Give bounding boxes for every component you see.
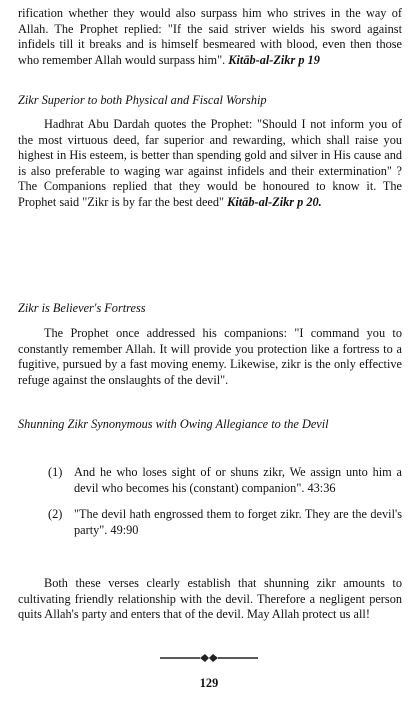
- heading-text: Zikr Superior to both Physical and Fiscal Worship: [18, 93, 267, 107]
- divider-ornament: [160, 653, 258, 663]
- section-heading-3: [18, 417, 402, 433]
- opening-paragraph: [18, 6, 402, 68]
- paragraph-1: [18, 117, 402, 211]
- list-text: "The devil hath engrossed them to forget zikr. They are the devil's party". 49:90: [74, 507, 402, 537]
- list-number: (2): [48, 507, 63, 522]
- list-item: [18, 465, 402, 496]
- paragraph-2: [18, 326, 402, 388]
- paragraph-text: rification whether they would also surpass him who strives in the way of Allah. The Prophet replied: "If the said striver wields his sword against infidels till it breaks and is himself besmeared with blood, even then those who remember Allah would surpass him".: [18, 6, 402, 67]
- section-heading-2: [18, 301, 402, 317]
- list-item: [18, 507, 402, 538]
- section-heading-1: [18, 93, 402, 109]
- heading-text: Shunning Zikr Synonymous with Owing Allegiance to the Devil: [18, 417, 329, 431]
- list-number: (1): [48, 465, 63, 479]
- paragraph-text: The Prophet once addressed his companions: "I command you to constantly remember Allah. It will provide you protection like a fortress to a fugitive, pursued by a fast moving enemy. Likewise, zikr is the only effective refuge against the onslaughts of the devil".: [18, 326, 402, 387]
- paragraph-text: Both these verses clearly establish that shunning zikr amounts to cultivating friendly relationship with the devil. Therefore a negligent person quits Allah's party and enters that of the devil. May Allah protect us all!: [18, 576, 402, 622]
- paragraph-text: Hadhrat Abu Dardah quotes the Prophet: "Should I not inform you of the most virtuous deed, far superior and rewarding, which shall raise you highest in His esteem, is better than spending gold and silver in His cause and is also preferable to waging war against infidels and their extermination" ? The Companions replied that they would be honoured to know it. The Prophet said "Zikr is by far the best deed": [18, 117, 402, 209]
- verse-list: [18, 465, 402, 538]
- paragraph-3: [18, 576, 402, 623]
- citation: Kitāb-al-Zikr p 19: [228, 52, 320, 67]
- list-text: And he who loses sight of or shuns zikr, We assign unto him a devil who becomes his (constant) companion". 43:36: [74, 465, 402, 495]
- citation: Kitāb-al-Zikr p 20.: [227, 194, 322, 209]
- page-number: 129: [199, 676, 219, 690]
- heading-text: Zikr is Believer's Fortress: [18, 301, 146, 315]
